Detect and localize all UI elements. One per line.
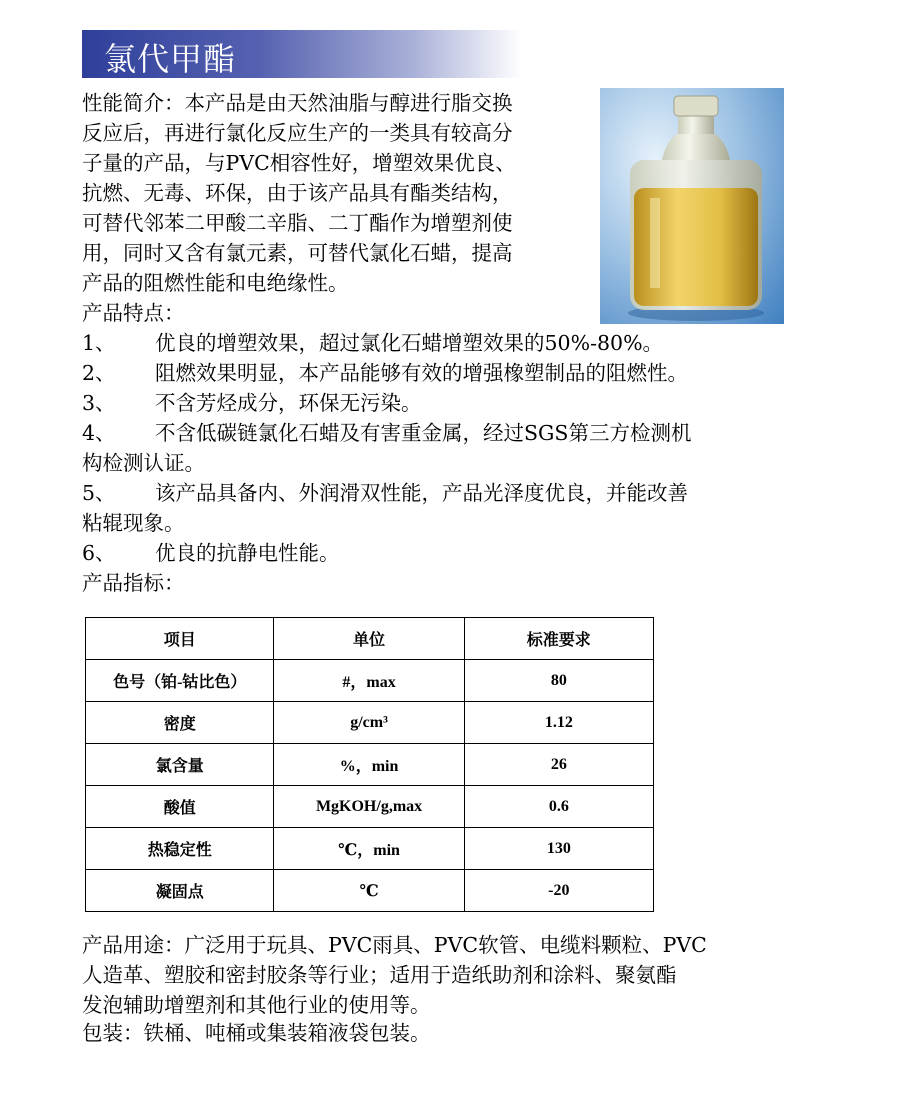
feature-number: 3、 [82, 391, 116, 415]
table-cell: 130 [464, 828, 653, 870]
title-banner [82, 30, 522, 78]
glass-reagent-bottle-icon [600, 88, 784, 324]
usage-line: 发泡辅助增塑剂和其他行业的使用等。 [82, 993, 431, 1017]
intro-line: 子量的产品，与PVC相容性好，增塑效果优良、 [82, 151, 516, 175]
table-cell: MgKOH/g,max [274, 786, 464, 828]
table-header-cell: 项目 [86, 618, 274, 660]
table-row [86, 702, 654, 744]
table-row [86, 744, 654, 786]
feature-item [82, 358, 782, 388]
table-cell: 热稳定性 [86, 828, 274, 870]
intro-line: 可替代邻苯二甲酸二辛脂、二丁酯作为增塑剂使 [82, 211, 513, 235]
table-cell: %，min [274, 744, 464, 786]
usage-line: 广泛用于玩具、PVC雨具、PVC软管、电缆料颗粒、PVC [184, 933, 707, 957]
intro-line: 反应后，再进行氯化反应生产的一类具有较高分 [82, 121, 513, 145]
table-row [86, 786, 654, 828]
product-bottle-photo [600, 88, 784, 324]
table-cell: 80 [464, 660, 653, 702]
table-cell: ℃ [274, 870, 464, 912]
feature-text-cont: 构检测认证。 [82, 451, 205, 475]
table-cell: 0.6 [464, 786, 653, 828]
table-cell: 酸值 [86, 786, 274, 828]
table-cell: #，max [274, 660, 464, 702]
specs-heading: 产品指标： [82, 571, 185, 595]
feature-number: 2、 [82, 361, 116, 385]
feature-text: 该产品具备内、外润滑双性能，产品光泽度优良，并能改善 [155, 481, 688, 505]
feature-item [82, 538, 782, 568]
feature-text: 优良的抗静电性能。 [155, 541, 340, 565]
table-cell: 色号（铂-钴比色） [86, 660, 274, 702]
feature-item [82, 328, 782, 358]
usage-section [82, 930, 782, 1020]
usage-line: 人造革、塑胶和密封胶条等行业；适用于造纸助剂和涂料、聚氨酯 [82, 963, 677, 987]
intro-section [82, 88, 592, 298]
intro-line: 用，同时又含有氯元素，可替代氯化石蜡，提高 [82, 241, 513, 265]
feature-text: 优良的增塑效果，超过氯化石蜡增塑效果的50%-80%。 [155, 331, 664, 355]
table-header-cell: 单位 [274, 618, 464, 660]
table-cell: -20 [464, 870, 653, 912]
feature-text: 不含低碳链氯化石蜡及有害重金属，经过SGS第三方检测机 [155, 421, 692, 445]
feature-number: 6、 [82, 541, 116, 565]
table-cell: 26 [464, 744, 653, 786]
packaging-section [82, 1018, 782, 1048]
usage-heading: 产品用途： [82, 933, 185, 957]
packaging-heading: 包装： [82, 1021, 144, 1045]
feature-number: 1、 [82, 331, 116, 355]
feature-text: 不含芳烃成分，环保无污染。 [155, 391, 422, 415]
intro-line: 抗燃、无毒、环保，由于该产品具有酯类结构， [82, 181, 513, 205]
intro-heading: 性能简介： [82, 91, 185, 115]
table-cell: 凝固点 [86, 870, 274, 912]
page-title: 氯代甲酯 [104, 40, 237, 78]
table-cell: 氯含量 [86, 744, 274, 786]
table-cell: ℃，min [274, 828, 464, 870]
feature-number: 5、 [82, 481, 116, 505]
table-row [86, 660, 654, 702]
packaging-text: 铁桶、吨桶或集装箱液袋包装。 [143, 1021, 431, 1045]
features-heading: 产品特点： [82, 301, 185, 325]
specs-table [85, 617, 654, 912]
feature-number: 4、 [82, 421, 116, 445]
feature-item [82, 388, 782, 418]
table-row [86, 870, 654, 912]
table-row [86, 828, 654, 870]
feature-item [82, 418, 782, 478]
table-cell: 1.12 [464, 702, 653, 744]
table-cell: g/cm³ [274, 702, 464, 744]
intro-line: 本产品是由天然油脂与醇进行脂交换 [184, 91, 513, 115]
feature-text: 阻燃效果明显，本产品能够有效的增强橡塑制品的阻燃性。 [155, 361, 688, 385]
table-header-row [86, 618, 654, 660]
intro-line: 产品的阻燃性能和电绝缘性。 [82, 271, 349, 295]
feature-text-cont: 粘辊现象。 [82, 511, 185, 535]
table-cell: 密度 [86, 702, 274, 744]
feature-item [82, 478, 782, 538]
table-header-cell: 标准要求 [464, 618, 653, 660]
